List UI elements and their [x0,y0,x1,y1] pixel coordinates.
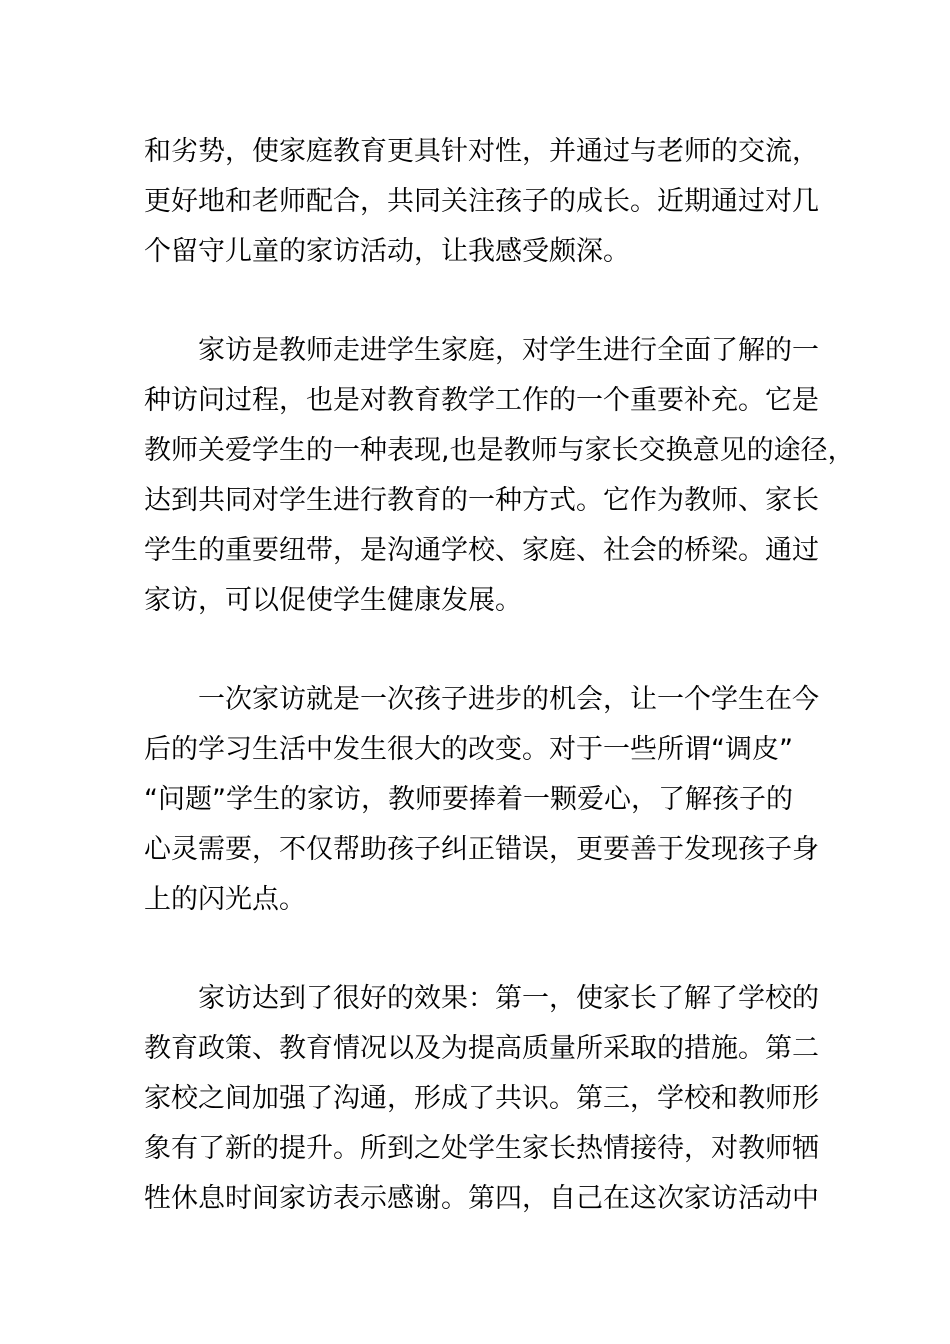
paragraph-3-line-1: 一次家访就是一次孩子进步的机会，让一个学生在今 [198,684,819,715]
paragraph-4-line-4: 象有了新的提升。所到之处学生家长热情接待，对教师牺 [144,1133,819,1164]
paragraph-1-line-2: 更好地和老师配合，共同关注孩子的成长。近期通过对几 [144,186,819,217]
paragraph-3-line-2: 后的学习生活中发生很大的改变。对于一些所谓“调皮” [144,734,793,765]
paragraph-2-line-6: 家访，可以促使学生健康发展。 [144,585,522,616]
paragraph-4-line-5: 牲休息时间家访表示感谢。第四，自己在这次家访活动中 [144,1183,819,1214]
paragraph-3-line-3: “问题”学生的家访，教师要捧着一颗爱心，了解孩子的 [144,784,793,815]
paragraph-4-line-2: 教育政策、教育情况以及为提高质量所采取的措施。第二 [144,1033,819,1064]
paragraph-2-line-1: 家访是教师走进学生家庭，对学生进行全面了解的一 [198,335,819,366]
paragraph-4-line-1: 家访达到了很好的效果：第一，使家长了解了学校的 [198,983,819,1014]
paragraph-1-line-3: 个留守儿童的家访活动，让我感受颇深。 [144,236,630,267]
paragraph-2-line-3: 教师关爱学生的一种表现,也是教师与家长交换意见的途径， [144,435,855,466]
paragraph-1-line-1: 和劣势，使家庭教育更具针对性，并通过与老师的交流， [144,136,819,167]
paragraph-3-line-4: 心灵需要，不仅帮助孩子纠正错误，更要善于发现孩子身 [144,834,819,865]
paragraph-2-line-5: 学生的重要纽带，是沟通学校、家庭、社会的桥梁。通过 [144,535,819,566]
paragraph-2-line-2: 种访问过程，也是对教育教学工作的一个重要补充。它是 [144,385,819,416]
paragraph-2-line-4: 达到共同对学生进行教育的一种方式。它作为教师、家长 [144,485,819,516]
paragraph-3-line-5: 上的闪光点。 [144,884,306,915]
paragraph-4-line-3: 家校之间加强了沟通，形成了共识。第三，学校和教师形 [144,1083,819,1114]
